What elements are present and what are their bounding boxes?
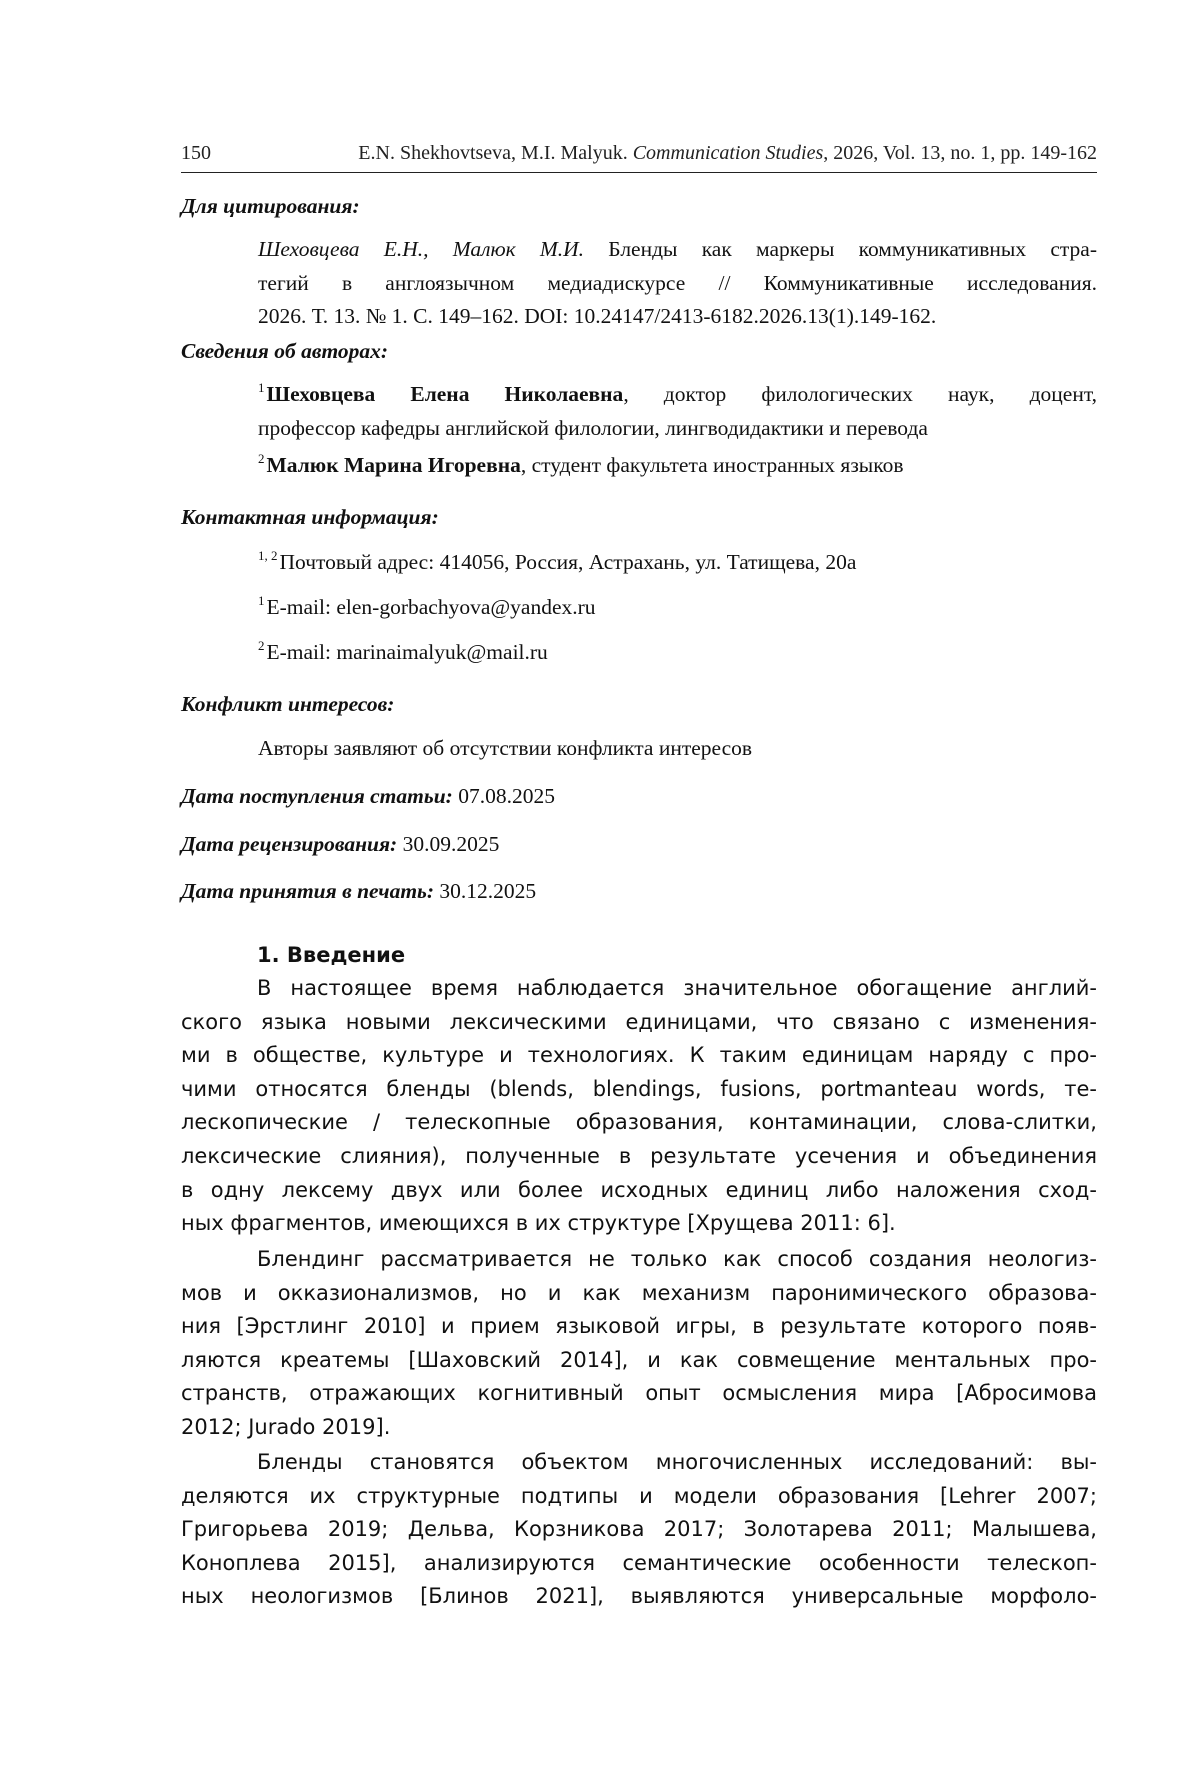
- p3-line: Коноплева 2015], анализируются семантические особенности телескоп-: [181, 1550, 1097, 1575]
- citation-line-1: Бленды как маркеры коммуникативных стра-: [584, 237, 1097, 261]
- header-authors: E.N. Shekhovtseva, M.I. Malyuk.: [358, 142, 628, 164]
- postal-address: [258, 546, 856, 581]
- email-2-text: E-mail: marinaimalyuk@mail.ru: [266, 640, 548, 664]
- p3-line: Григорьева 2019; Дельва, Корзникова 2017; Золотарева 2011; Малышева,: [181, 1517, 1097, 1542]
- address-sup: 1, 2: [258, 548, 278, 563]
- citation-line-3: 2026. Т. 13. № 1. С. 149–162. DOI: 10.24147/2413-6182.2026.13(1).149-162.: [258, 304, 937, 329]
- paragraph-3: [181, 1446, 1097, 1614]
- p1-line: лескопические / телескопные образования, контаминации, слова-слитки,: [181, 1110, 1097, 1135]
- p2-line: странств, отражающих когнитивный опыт осмысления мира [Абросимова: [181, 1381, 1097, 1406]
- author-2-name: Малюк Марина Игоревна: [266, 453, 521, 477]
- date-reviewed-label: Дата рецензирования:: [181, 832, 398, 856]
- author-1-name: Шеховцева Елена Николаевна: [266, 382, 624, 406]
- author-1-position: профессор кафедры английской филологии, лингводидактики и перевода: [258, 415, 928, 440]
- author-1: [258, 378, 1097, 445]
- author-2-position: , студент факультета иностранных языков: [520, 453, 904, 477]
- p2-line: ляются креатемы [Шаховский 2014], и как совмещение ментальных про-: [181, 1347, 1097, 1372]
- date-received-value: 07.08.2025: [452, 784, 555, 808]
- page-number: 150: [181, 142, 211, 164]
- citation-line-2: тегий в англоязычном медиадискурсе // Коммуникативные исследования.: [258, 270, 1097, 295]
- email-2: [258, 636, 548, 671]
- author-2-sup: 2: [258, 451, 265, 466]
- p2-line: 2012; Jurado 2019].: [181, 1414, 391, 1439]
- header-journal: Communication Studies: [632, 142, 824, 164]
- email-2-sup: 2: [258, 638, 265, 653]
- author-1-degree: , доктор филологических наук, доцент,: [623, 382, 1097, 406]
- running-header: [181, 142, 1097, 173]
- email-1-sup: 1: [258, 593, 265, 608]
- running-head-text: [358, 142, 1097, 165]
- p2-line: ния [Эрстлинг 2010] и прием языковой игры, в результате которого появ-: [181, 1314, 1097, 1339]
- p1-line: чими относятся бленды (blends, blendings, fusions, portmanteau words, те-: [181, 1076, 1097, 1101]
- p1-line: лексические слияния), полученные в результате усечения и объединения: [181, 1143, 1097, 1168]
- conflict-text: Авторы заявляют об отсутствии конфликта интересов: [258, 736, 753, 760]
- paragraph-2: [181, 1243, 1097, 1445]
- date-accepted-value: 30.12.2025: [434, 879, 537, 903]
- address-text: Почтовый адрес: 414056, Россия, Астрахань, ул. Татищева, 20а: [279, 550, 857, 574]
- date-accepted: [181, 875, 536, 907]
- p3-line: деляются их структурные подтипы и модели образования [Lehrer 2007;: [181, 1483, 1097, 1508]
- date-reviewed: [181, 828, 499, 860]
- date-received-label: Дата поступления статьи:: [181, 784, 453, 808]
- p1-line: ми в обществе, культуре и технологиях. К таким единицам наряду с про-: [181, 1043, 1097, 1068]
- p1-line: ных фрагментов, имеющихся в их структуре [Хрущева 2011: 6].: [181, 1211, 896, 1236]
- author-1-sup: 1: [258, 380, 265, 395]
- contacts-label: Контактная информация:: [181, 505, 439, 529]
- conflict-label: Конфликт интересов:: [181, 692, 395, 716]
- p2-line: Блендинг рассматривается не только как способ создания неологиз-: [257, 1247, 1097, 1271]
- p3-line: ных неологизмов [Блинов 2021], выявляются универсальные морфоло-: [181, 1584, 1097, 1609]
- date-received: [181, 780, 555, 812]
- author-2: [258, 449, 904, 484]
- p1-line: в одну лексему двух или более исходных единиц либо наложения сход-: [181, 1177, 1097, 1202]
- section-title: 1. Введение: [257, 943, 406, 967]
- citation-authors: Шеховцева Е.Н., Малюк М.И.: [258, 237, 585, 261]
- email-1: [258, 591, 596, 626]
- p1-line: ского языка новыми лексическими единицами, что связано с изменения-: [181, 1009, 1097, 1034]
- date-accepted-label: Дата принятия в печать:: [181, 879, 435, 903]
- paragraph-1: [181, 972, 1097, 1241]
- citation-label: Для цитирования:: [181, 194, 360, 218]
- header-details: , 2026, Vol. 13, no. 1, pp. 149-162: [823, 142, 1097, 164]
- p3-line: Бленды становятся объектом многочисленных исследований: вы-: [257, 1450, 1097, 1474]
- email-1-text: E-mail: elen-gorbachyova@yandex.ru: [266, 595, 596, 619]
- p2-line: мов и окказионализмов, но и как механизм паронимического образова-: [181, 1280, 1097, 1305]
- date-reviewed-value: 30.09.2025: [397, 832, 500, 856]
- authors-label: Сведения об авторах:: [181, 339, 389, 363]
- citation-text: [258, 233, 1097, 334]
- p1-line: В настоящее время наблюдается значительное обогащение англий-: [257, 976, 1097, 1000]
